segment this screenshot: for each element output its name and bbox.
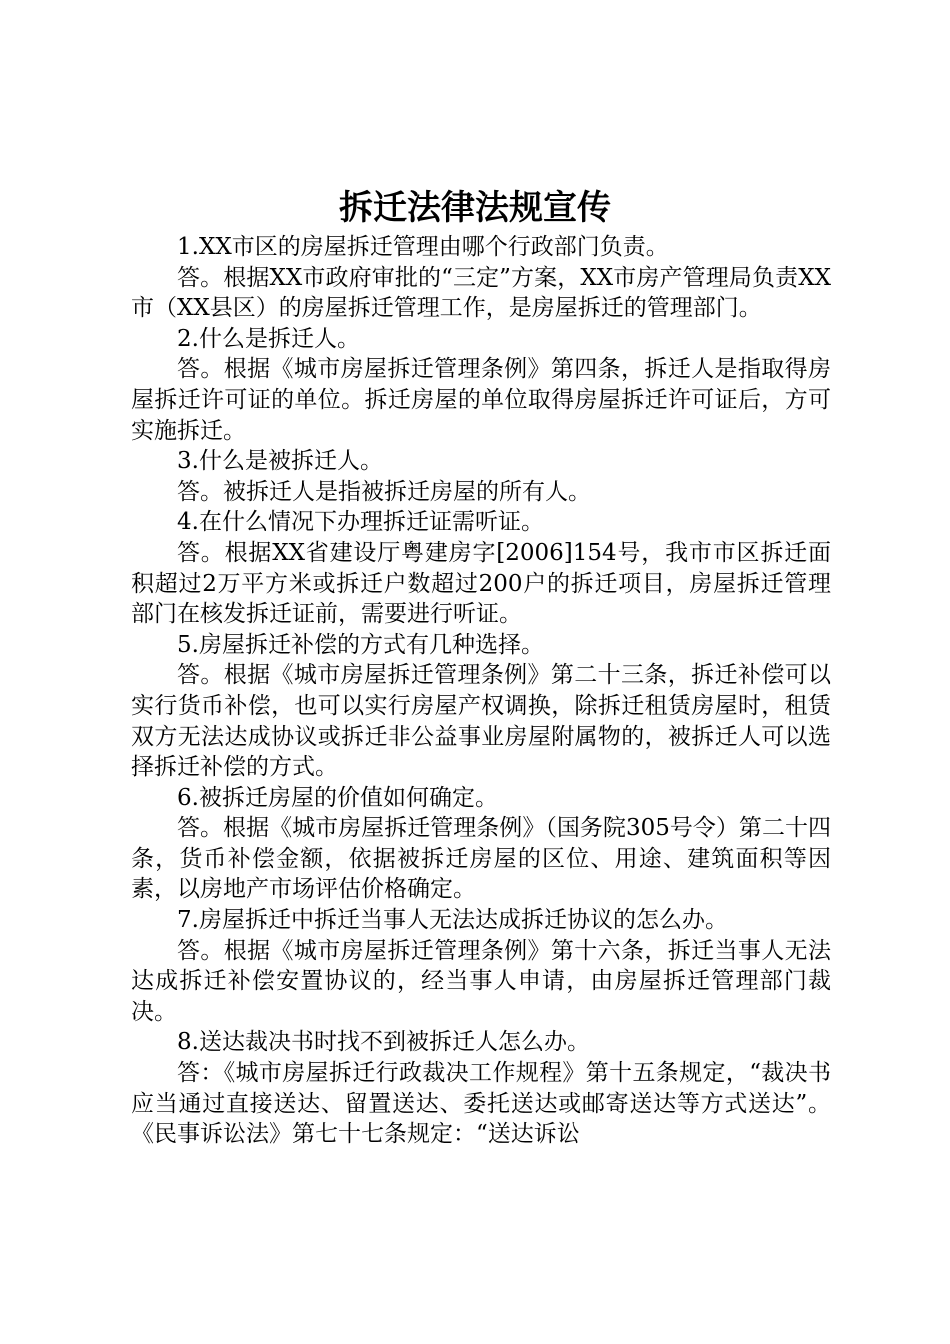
question-3: 3.什么是被拆迁人。 — [177, 448, 383, 475]
question-4: 4.在什么情况下办理拆迁证需听证。 — [177, 509, 544, 536]
answer-6: 答。根据《城市房屋拆迁管理条例》（国务院305号令）第二十四条，货币补偿金额，依据被拆迁房屋的区位、用途、建筑面积等因素，以房地产市场评估价格确定。 — [131, 815, 831, 903]
answer-8: 答：《城市房屋拆迁行政裁决工作规程》第十五条规定，“裁决书应当通过直接送达、留置送达、委托送达或邮寄送达等方式送达”。《民事诉讼法》第七十七条规定：“送达诉讼 — [131, 1060, 831, 1148]
answer-2: 答。根据《城市房屋拆迁管理条例》第四条，拆迁人是指取得房屋拆迁许可证的单位。拆迁房屋的单位取得房屋拆迁许可证后，方可实施拆迁。 — [131, 356, 831, 444]
answer-5: 答。根据《城市房屋拆迁管理条例》第二十三条，拆迁补偿可以实行货币补偿，也可以实行房屋产权调换，除拆迁租赁房屋时，租赁双方无法达成协议或拆迁非公益事业房屋附属物的，被拆迁人可以选择拆迁补偿的方式。 — [131, 662, 831, 781]
question-1: 1.XX市区的房屋拆迁管理由哪个行政部门负责。 — [177, 234, 669, 260]
answer-4: 答。根据XX省建设厅粤建房字[2006]154号，我市市区拆迁面积超过2万平方米或拆迁户数超过200户的拆迁项目，房屋拆迁管理部门在核发拆迁证前，需要进行听证。 — [131, 539, 831, 628]
answer-3: 答。被拆迁人是指被拆迁房屋的所有人。 — [177, 478, 591, 505]
question-8: 8.送达裁决书时找不到被拆迁人怎么办。 — [177, 1029, 590, 1056]
question-6: 6.被拆迁房屋的价值如何确定。 — [177, 784, 498, 811]
answer-1: 答。根据XX市政府审批的“三定”方案，XX市房产管理局负责XX市（XX县区）的房屋拆迁管理工作，是房屋拆迁的管理部门。 — [131, 264, 831, 322]
answer-7: 答。根据《城市房屋拆迁管理条例》第十六条，拆迁当事人无法达成拆迁补偿安置协议的，经当事人申请，由房屋拆迁管理部门裁决。 — [131, 937, 831, 1025]
document-body — [131, 232, 831, 1150]
question-5: 5.房屋拆迁补偿的方式有几种选择。 — [177, 631, 544, 658]
question-7: 7.房屋拆迁中拆迁当事人无法达成拆迁协议的怎么办。 — [177, 907, 728, 934]
question-2: 2.什么是拆迁人。 — [177, 325, 360, 352]
document-title: 拆迁法律法规宣传 — [339, 188, 611, 228]
